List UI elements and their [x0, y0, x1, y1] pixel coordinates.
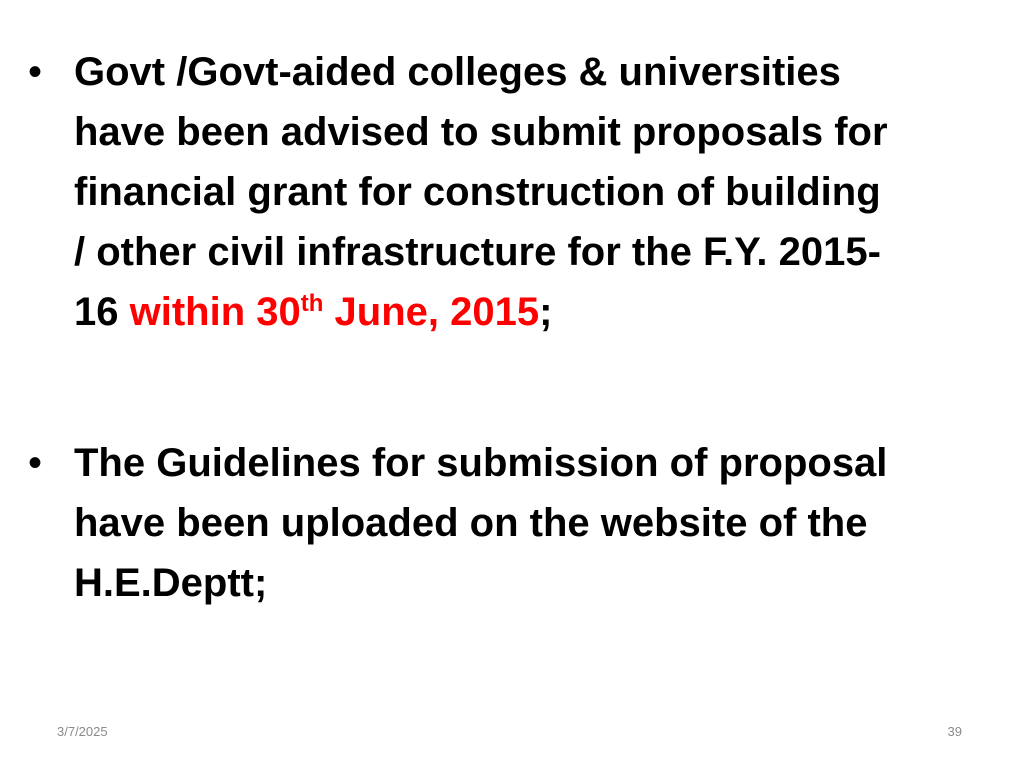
- deadline-highlight: [130, 290, 539, 334]
- bullet-text: [74, 42, 986, 342]
- bullet-line: Govt /Govt-aided colleges & universities: [74, 50, 841, 94]
- deadline-ordinal: th: [300, 290, 324, 317]
- deadline-day: within 30: [129, 290, 301, 334]
- bullet-line: The Guidelines for submission of proposal: [74, 441, 888, 485]
- bullet-line-deadline: [74, 282, 986, 342]
- bullet-line: have been advised to submit proposals for: [74, 110, 888, 154]
- footer-date: 3/7/2025: [57, 724, 108, 739]
- deadline-suffix: ;: [539, 290, 553, 334]
- bullet-line: have been uploaded on the website of the: [74, 501, 868, 545]
- bullet-line: / other civil infrastructure for the F.Y. 2015-: [74, 230, 881, 274]
- bullet-line: financial grant for construction of building: [74, 170, 881, 214]
- slide-number: 39: [947, 724, 962, 739]
- bullet-marker: •: [28, 441, 43, 485]
- deadline-prefix: 16: [74, 290, 130, 334]
- bullet-text: [74, 433, 986, 613]
- deadline-month-year: June, 2015: [323, 290, 540, 334]
- bullet-marker: •: [28, 50, 43, 94]
- bullet-line: H.E.Deptt;: [74, 561, 268, 605]
